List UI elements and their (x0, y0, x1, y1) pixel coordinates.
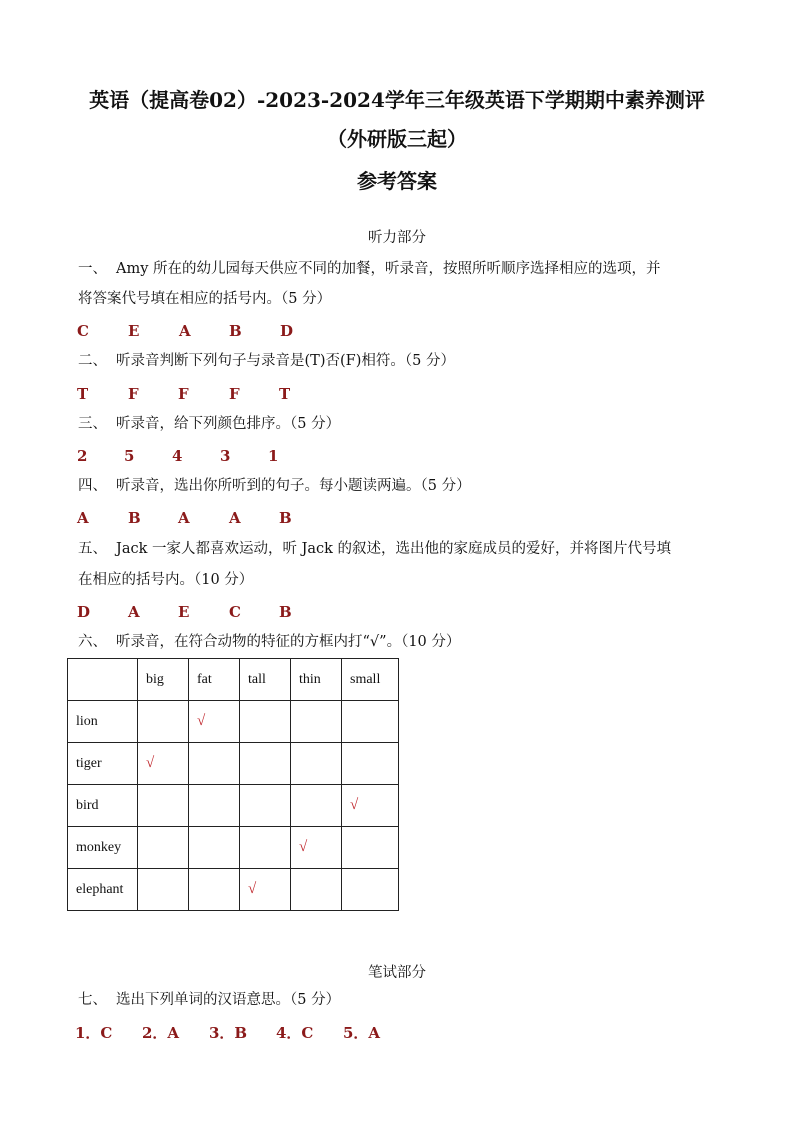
check-cell: √ (240, 869, 291, 911)
doc-title-line-1: 英语（提高卷02）-2023-2024学年三年级英语下学期期中素养测评 (89, 88, 705, 112)
question-number: 二、 (78, 353, 107, 369)
row-label: elephant (68, 869, 138, 911)
answer: T (279, 385, 291, 403)
check-cell (342, 869, 399, 911)
row-label: bird (68, 785, 138, 827)
answer: 3．B (209, 1024, 248, 1042)
table-row (68, 701, 399, 743)
question-text: 选出下列单词的汉语意思。（5 分） (116, 992, 341, 1008)
check-cell: √ (138, 743, 189, 785)
check-cell (342, 743, 399, 785)
listening-section-heading: 听力部分 (368, 230, 426, 246)
check-cell (138, 701, 189, 743)
writing-section-heading: 笔试部分 (368, 965, 426, 981)
check-cell (138, 827, 189, 869)
check-cell (342, 827, 399, 869)
check-cell (240, 701, 291, 743)
table-row (68, 869, 399, 911)
answer: F (178, 385, 189, 403)
check-cell (240, 743, 291, 785)
check-cell: √ (291, 827, 342, 869)
question-4 (78, 476, 728, 496)
answer: B (229, 322, 242, 340)
check-cell (291, 701, 342, 743)
question-5 (78, 539, 728, 559)
table-row (68, 827, 399, 869)
answer: 3 (220, 447, 231, 465)
table-row (68, 785, 399, 827)
check-cell (342, 701, 399, 743)
answer: 1．C (75, 1024, 113, 1042)
answer: E (128, 322, 140, 340)
column-header: big (138, 659, 189, 701)
doc-title-line-2: （外研版三起） (327, 127, 467, 151)
check-cell (189, 785, 240, 827)
column-header: small (342, 659, 399, 701)
question-6 (78, 632, 728, 652)
check-cell (291, 869, 342, 911)
answer: F (128, 385, 139, 403)
answer: C (77, 322, 89, 340)
question-number: 四、 (78, 478, 107, 494)
row-label: tiger (68, 743, 138, 785)
question-number: 六、 (78, 634, 107, 650)
question-text: Jack 一家人都喜欢运动，听 Jack 的叙述，选出他的家庭成员的爱好，并将图片代号填 (116, 541, 672, 557)
question-1-line-2: 将答案代号填在相应的括号内。（5 分） (78, 291, 332, 307)
column-header: tall (240, 659, 291, 701)
question-text: 听录音，选出你所听到的句子。每小题读两遍。（5 分） (116, 478, 471, 494)
answer: 4 (172, 447, 183, 465)
table-row (68, 743, 399, 785)
check-cell (189, 827, 240, 869)
answer: A (178, 509, 190, 527)
answer: F (229, 385, 240, 403)
question-number: 一、 (78, 261, 107, 277)
answer: B (279, 603, 292, 621)
question-number: 七、 (78, 992, 107, 1008)
answer: A (179, 322, 191, 340)
question-7 (78, 990, 728, 1010)
check-cell (291, 743, 342, 785)
answer: 2．A (142, 1024, 180, 1042)
question-number: 五、 (78, 541, 107, 557)
answer: 4．C (276, 1024, 314, 1042)
question-text: 听录音，在符合动物的特征的方框内打“√”。（10 分） (116, 634, 461, 650)
answer: E (178, 603, 190, 621)
answer: A (77, 509, 89, 527)
check-cell (189, 869, 240, 911)
table-header-row (68, 659, 399, 701)
doc-title-line-3: 参考答案 (357, 169, 437, 193)
check-cell (240, 785, 291, 827)
answer: B (128, 509, 141, 527)
question-number: 三、 (78, 416, 107, 432)
check-cell (240, 827, 291, 869)
table-corner-cell (68, 659, 138, 701)
answer: 5．A (343, 1024, 381, 1042)
answer: 2 (77, 447, 88, 465)
answer: B (279, 509, 292, 527)
question-1 (78, 259, 728, 279)
answer: 5 (124, 447, 135, 465)
row-label: monkey (68, 827, 138, 869)
check-cell (189, 743, 240, 785)
answer: A (229, 509, 241, 527)
question-text: 听录音，给下列颜色排序。（5 分） (116, 416, 341, 432)
check-cell: √ (189, 701, 240, 743)
check-cell (138, 785, 189, 827)
answer: D (77, 603, 91, 621)
check-cell: √ (342, 785, 399, 827)
answer: D (280, 322, 294, 340)
answer: A (128, 603, 140, 621)
question-text: 听录音判断下列句子与录音是(T)否(F)相符。（5 分） (116, 353, 455, 369)
question-5-line-2: 在相应的括号内。（10 分） (78, 572, 254, 588)
check-cell (291, 785, 342, 827)
column-header: fat (189, 659, 240, 701)
animal-feature-table (67, 658, 399, 911)
check-cell (138, 869, 189, 911)
question-2 (78, 351, 728, 371)
answer: C (229, 603, 241, 621)
column-header: thin (291, 659, 342, 701)
question-text: Amy 所在的幼儿园每天供应不同的加餐，听录音，按照所听顺序选择相应的选项，并 (116, 261, 661, 277)
answer: T (77, 385, 89, 403)
question-3 (78, 414, 728, 434)
row-label: lion (68, 701, 138, 743)
answer: 1 (268, 447, 279, 465)
